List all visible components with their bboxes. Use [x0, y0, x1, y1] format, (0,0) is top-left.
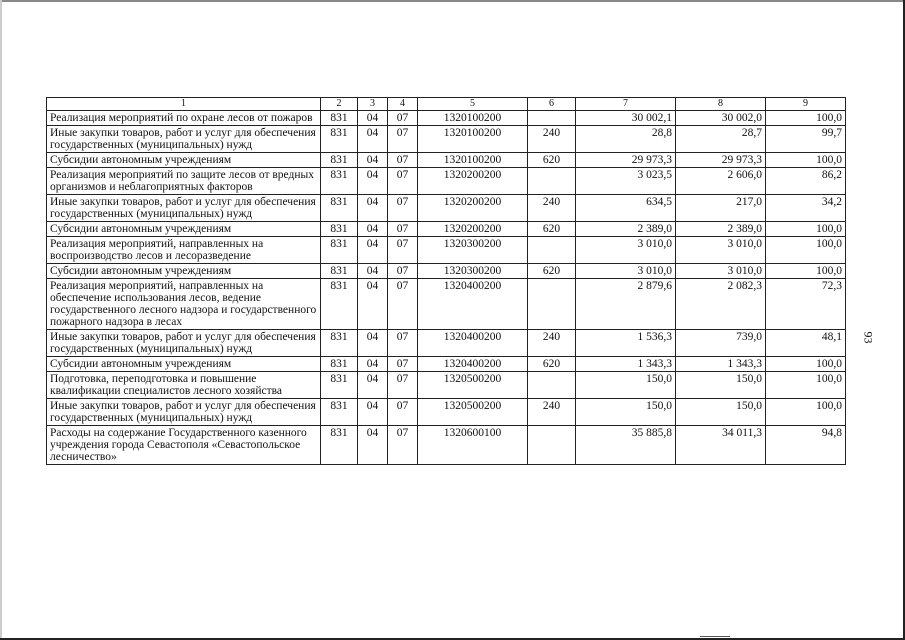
bottom-mark	[700, 636, 730, 637]
table-row	[47, 222, 846, 237]
row-planned-cell: 150,0	[576, 399, 676, 426]
row-grbs-cell: 831	[321, 372, 358, 399]
row-planned-cell: 3 023,5	[576, 168, 676, 195]
row-type-cell	[528, 237, 576, 264]
row-name-cell: Реализация мероприятий, направленных на воспроизводство лесов и лесоразведение	[47, 237, 321, 264]
row-subsection-cell: 07	[388, 126, 418, 153]
row-section-cell: 04	[358, 111, 388, 126]
row-executed-cell: 28,7	[676, 126, 766, 153]
row-section-cell: 04	[358, 264, 388, 279]
row-planned-cell: 634,5	[576, 195, 676, 222]
row-name-cell: Иные закупки товаров, работ и услуг для обеспечения государственных (муниципальных) нужд	[47, 126, 321, 153]
row-grbs-cell: 831	[321, 153, 358, 168]
row-subsection-cell: 07	[388, 264, 418, 279]
row-percent-cell: 72,3	[766, 279, 846, 330]
table-row	[47, 372, 846, 399]
row-percent-cell: 100,0	[766, 372, 846, 399]
row-type-cell: 620	[528, 153, 576, 168]
row-subsection-cell: 07	[388, 426, 418, 465]
row-executed-cell: 34 011,3	[676, 426, 766, 465]
row-percent-cell: 100,0	[766, 153, 846, 168]
row-subsection-cell: 07	[388, 357, 418, 372]
table-body	[47, 98, 846, 465]
row-section-cell: 04	[358, 357, 388, 372]
row-type-cell: 620	[528, 357, 576, 372]
table-row	[47, 126, 846, 153]
row-executed-cell: 3 010,0	[676, 264, 766, 279]
row-section-cell: 04	[358, 330, 388, 357]
row-subsection-cell: 07	[388, 168, 418, 195]
row-name-cell: Иные закупки товаров, работ и услуг для обеспечения государственных (муниципальных) нужд	[47, 330, 321, 357]
header-cell: 2	[321, 98, 358, 111]
row-section-cell: 04	[358, 279, 388, 330]
row-grbs-cell: 831	[321, 264, 358, 279]
row-name-cell: Реализация мероприятий по охране лесов от пожаров	[47, 111, 321, 126]
row-planned-cell: 30 002,1	[576, 111, 676, 126]
row-target-cell: 1320300200	[418, 237, 528, 264]
table-row	[47, 237, 846, 264]
row-subsection-cell: 07	[388, 153, 418, 168]
row-percent-cell: 100,0	[766, 222, 846, 237]
table-row	[47, 426, 846, 465]
row-percent-cell: 34,2	[766, 195, 846, 222]
row-planned-cell: 35 885,8	[576, 426, 676, 465]
row-percent-cell: 100,0	[766, 237, 846, 264]
header-cell: 9	[766, 98, 846, 111]
row-grbs-cell: 831	[321, 357, 358, 372]
row-type-cell: 240	[528, 330, 576, 357]
row-executed-cell: 29 973,3	[676, 153, 766, 168]
table-row	[47, 399, 846, 426]
row-name-cell: Субсидии автономным учреждениям	[47, 264, 321, 279]
row-executed-cell: 1 343,3	[676, 357, 766, 372]
row-name-cell: Субсидии автономным учреждениям	[47, 153, 321, 168]
row-subsection-cell: 07	[388, 195, 418, 222]
row-type-cell	[528, 111, 576, 126]
row-grbs-cell: 831	[321, 222, 358, 237]
row-section-cell: 04	[358, 237, 388, 264]
row-grbs-cell: 831	[321, 195, 358, 222]
row-name-cell: Субсидии автономным учреждениям	[47, 357, 321, 372]
budget-table	[46, 97, 846, 465]
row-grbs-cell: 831	[321, 168, 358, 195]
header-cell: 5	[418, 98, 528, 111]
row-grbs-cell: 831	[321, 330, 358, 357]
header-cell: 1	[47, 98, 321, 111]
row-name-cell: Реализация мероприятий, направленных на обеспечение использования лесов, ведение государственного лесного надзора и государственного пожарного надзора в лесах	[47, 279, 321, 330]
row-percent-cell: 99,7	[766, 126, 846, 153]
row-type-cell: 240	[528, 399, 576, 426]
row-target-cell: 1320500200	[418, 372, 528, 399]
row-percent-cell: 100,0	[766, 111, 846, 126]
row-subsection-cell: 07	[388, 399, 418, 426]
table-row	[47, 264, 846, 279]
row-executed-cell: 150,0	[676, 399, 766, 426]
row-section-cell: 04	[358, 153, 388, 168]
row-type-cell: 240	[528, 195, 576, 222]
row-type-cell	[528, 279, 576, 330]
row-subsection-cell: 07	[388, 222, 418, 237]
row-percent-cell: 48,1	[766, 330, 846, 357]
row-planned-cell: 3 010,0	[576, 237, 676, 264]
row-percent-cell: 86,2	[766, 168, 846, 195]
row-subsection-cell: 07	[388, 237, 418, 264]
row-type-cell: 620	[528, 222, 576, 237]
row-executed-cell: 2 082,3	[676, 279, 766, 330]
table-row	[47, 168, 846, 195]
row-name-cell: Иные закупки товаров, работ и услуг для обеспечения государственных (муниципальных) нужд	[47, 399, 321, 426]
row-target-cell: 1320100200	[418, 126, 528, 153]
row-type-cell	[528, 168, 576, 195]
row-planned-cell: 150,0	[576, 372, 676, 399]
row-grbs-cell: 831	[321, 237, 358, 264]
row-percent-cell: 94,8	[766, 426, 846, 465]
row-section-cell: 04	[358, 195, 388, 222]
table-row	[47, 357, 846, 372]
row-executed-cell: 3 010,0	[676, 237, 766, 264]
row-target-cell: 1320200200	[418, 195, 528, 222]
header-cell: 6	[528, 98, 576, 111]
table-row	[47, 279, 846, 330]
row-name-cell: Подготовка, переподготовка и повышение квалификации специалистов лесного хозяйства	[47, 372, 321, 399]
row-planned-cell: 29 973,3	[576, 153, 676, 168]
row-name-cell: Реализация мероприятий по защите лесов от вредных организмов и неблагоприятных факторов	[47, 168, 321, 195]
row-target-cell: 1320200200	[418, 222, 528, 237]
row-subsection-cell: 07	[388, 330, 418, 357]
row-planned-cell: 2 879,6	[576, 279, 676, 330]
header-cell: 4	[388, 98, 418, 111]
row-type-cell	[528, 426, 576, 465]
row-type-cell	[528, 372, 576, 399]
row-target-cell: 1320400200	[418, 330, 528, 357]
row-percent-cell: 100,0	[766, 264, 846, 279]
header-cell: 3	[358, 98, 388, 111]
row-target-cell: 1320400200	[418, 357, 528, 372]
row-target-cell: 1320500200	[418, 399, 528, 426]
row-grbs-cell: 831	[321, 399, 358, 426]
row-name-cell: Субсидии автономным учреждениям	[47, 222, 321, 237]
row-percent-cell: 100,0	[766, 357, 846, 372]
row-executed-cell: 739,0	[676, 330, 766, 357]
row-target-cell: 1320200200	[418, 168, 528, 195]
row-target-cell: 1320400200	[418, 279, 528, 330]
row-target-cell: 1320300200	[418, 264, 528, 279]
row-name-cell: Иные закупки товаров, работ и услуг для обеспечения государственных (муниципальных) нужд	[47, 195, 321, 222]
row-executed-cell: 150,0	[676, 372, 766, 399]
header-cell: 8	[676, 98, 766, 111]
row-subsection-cell: 07	[388, 279, 418, 330]
row-subsection-cell: 07	[388, 372, 418, 399]
row-target-cell: 1320600100	[418, 426, 528, 465]
table-row	[47, 330, 846, 357]
row-planned-cell: 28,8	[576, 126, 676, 153]
row-section-cell: 04	[358, 372, 388, 399]
row-executed-cell: 30 002,0	[676, 111, 766, 126]
row-executed-cell: 2 389,0	[676, 222, 766, 237]
row-planned-cell: 1 536,3	[576, 330, 676, 357]
row-type-cell: 240	[528, 126, 576, 153]
row-grbs-cell: 831	[321, 426, 358, 465]
row-section-cell: 04	[358, 222, 388, 237]
row-name-cell: Расходы на содержание Государственного казенного учреждения города Севастополя «Севастопольское лесничество»	[47, 426, 321, 465]
row-section-cell: 04	[358, 168, 388, 195]
row-section-cell: 04	[358, 426, 388, 465]
row-planned-cell: 1 343,3	[576, 357, 676, 372]
page-number: 93	[861, 331, 876, 344]
table-row	[47, 153, 846, 168]
row-target-cell: 1320100200	[418, 111, 528, 126]
row-planned-cell: 2 389,0	[576, 222, 676, 237]
row-section-cell: 04	[358, 399, 388, 426]
row-executed-cell: 2 606,0	[676, 168, 766, 195]
row-section-cell: 04	[358, 126, 388, 153]
table-row	[47, 195, 846, 222]
row-grbs-cell: 831	[321, 111, 358, 126]
table-header-row	[47, 98, 846, 111]
table-row	[47, 111, 846, 126]
row-percent-cell: 100,0	[766, 399, 846, 426]
row-subsection-cell: 07	[388, 111, 418, 126]
row-target-cell: 1320100200	[418, 153, 528, 168]
row-planned-cell: 3 010,0	[576, 264, 676, 279]
row-grbs-cell: 831	[321, 126, 358, 153]
header-cell: 7	[576, 98, 676, 111]
row-executed-cell: 217,0	[676, 195, 766, 222]
row-type-cell: 620	[528, 264, 576, 279]
row-grbs-cell: 831	[321, 279, 358, 330]
